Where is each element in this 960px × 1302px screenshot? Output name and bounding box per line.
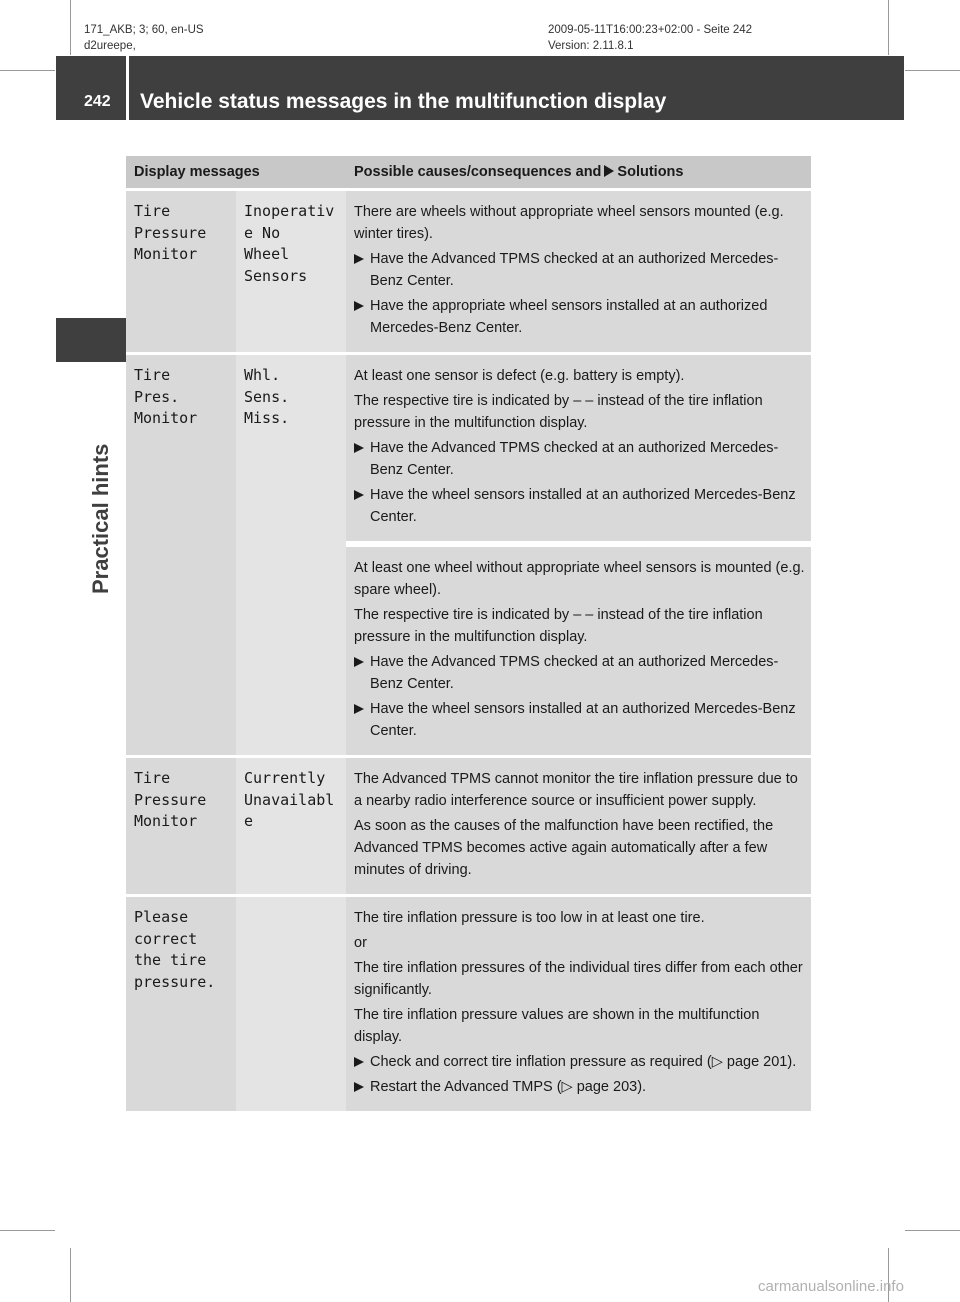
crop-mark	[0, 1230, 55, 1231]
section-label: Practical hints	[88, 443, 113, 594]
crop-mark	[905, 1230, 960, 1231]
cause-text: The respective tire is indicated by – – instead of the tire inflation pressure in the multifunction display.	[354, 393, 763, 431]
status-messages-table	[126, 156, 811, 1111]
solution-step-text: Have the Advanced TPMS checked at an authorized Mercedes-Benz Center.	[370, 654, 779, 692]
arrow-right-icon	[354, 254, 364, 264]
cause-text: The tire inflation pressure is too low in at least one tire.	[354, 910, 705, 926]
solution-step	[354, 295, 805, 339]
cause-text: At least one sensor is defect (e.g. battery is empty).	[354, 368, 685, 384]
solution-step-text: Have the Advanced TPMS checked at an authorized Mercedes-Benz Center.	[370, 251, 779, 289]
print-meta-left-line1: 171_AKB; 3; 60, en-US	[84, 24, 204, 36]
section-tab	[56, 318, 126, 362]
arrow-right-icon	[354, 490, 364, 500]
column-header-solutions	[346, 156, 811, 188]
solutions-cell	[346, 355, 811, 755]
display-message-line1: Please correct the tire pressure.	[126, 897, 236, 1111]
arrow-right-icon	[354, 657, 364, 667]
display-message-line1: Tire Pressure Monitor	[126, 758, 236, 894]
solution-step	[354, 1051, 805, 1073]
solution-step	[354, 484, 805, 528]
cause-text: The respective tire is indicated by – – instead of the tire inflation pressure in the multifunction display.	[354, 607, 763, 645]
arrow-right-icon	[604, 165, 614, 177]
solutions-cell	[346, 758, 811, 894]
arrow-right-icon	[354, 443, 364, 453]
solution-block	[346, 897, 811, 1111]
print-meta-right	[548, 22, 752, 54]
crop-mark	[70, 1248, 71, 1302]
solution-step-text: Check and correct tire inflation pressure as required (▷ page 201).	[370, 1054, 797, 1070]
table-body	[126, 191, 811, 1111]
cause-text: The tire inflation pressures of the individual tires differ from each other significantly.	[354, 960, 803, 998]
display-message-line2: Currently Unavailabl e	[236, 758, 346, 894]
column-header-display-messages	[126, 156, 346, 188]
solution-step	[354, 1076, 805, 1098]
crop-mark	[0, 70, 55, 71]
header-divider	[126, 56, 129, 120]
table-row	[126, 191, 811, 352]
solution-step	[354, 437, 805, 481]
cause-text: or	[354, 935, 367, 951]
solution-block	[346, 355, 811, 541]
print-meta-left-line2: d2ureepe,	[84, 40, 136, 52]
arrow-right-icon	[354, 704, 364, 714]
solution-step-text: Restart the Advanced TMPS (▷ page 203).	[370, 1079, 647, 1095]
cause-text: The Advanced TPMS cannot monitor the tire inflation pressure due to a nearby radio interference source or insufficient power supply.	[354, 771, 798, 809]
crop-mark	[70, 0, 71, 55]
display-message-line1: Tire Pres. Monitor	[126, 355, 236, 755]
solutions-cell	[346, 191, 811, 352]
solution-block	[346, 191, 811, 352]
solution-step	[354, 698, 805, 742]
table-row	[126, 758, 811, 894]
display-message-line1: Tire Pressure Monitor	[126, 191, 236, 352]
display-message-line2: Inoperativ e No Wheel Sensors	[236, 191, 346, 352]
arrow-right-icon	[354, 1057, 364, 1067]
arrow-right-icon	[354, 301, 364, 311]
crop-mark	[888, 0, 889, 55]
table-row	[126, 897, 811, 1111]
display-message-line2	[236, 897, 346, 1111]
display-message-line2: Whl. Sens. Miss.	[236, 355, 346, 755]
solution-step-text: Have the appropriate wheel sensors installed at an authorized Mercedes-Benz Center.	[370, 298, 768, 336]
solution-step-text: Have the wheel sensors installed at an authorized Mercedes-Benz Center.	[370, 487, 796, 525]
solution-block	[346, 547, 811, 755]
solution-step-text: Have the Advanced TPMS checked at an authorized Mercedes-Benz Center.	[370, 440, 779, 478]
cause-text: As soon as the causes of the malfunction have been rectified, the Advanced TPMS becomes active again automatically after a few minutes of driving.	[354, 818, 774, 878]
table-header-row	[126, 156, 811, 191]
table-row	[126, 355, 811, 755]
page-number: 242	[84, 93, 111, 110]
solution-step	[354, 248, 805, 292]
column-header-solutions-suffix: Solutions	[617, 164, 684, 180]
column-header-display-label: Display messages	[134, 164, 260, 180]
print-meta-right-line1: 2009-05-11T16:00:23+02:00 - Seite 242	[548, 24, 753, 36]
solution-step-text: Have the wheel sensors installed at an authorized Mercedes-Benz Center.	[370, 701, 796, 739]
cause-text: There are wheels without appropriate wheel sensors mounted (e.g. winter tires).	[354, 204, 784, 242]
solution-step	[354, 651, 805, 695]
page-title: Vehicle status messages in the multifunction display	[140, 90, 667, 113]
crop-mark	[905, 70, 960, 71]
cause-text: At least one wheel without appropriate wheel sensors is mounted (e.g. spare wheel).	[354, 560, 805, 598]
print-meta-right-line2: Version: 2.11.8.1	[548, 40, 634, 52]
solutions-cell	[346, 897, 811, 1111]
watermark: carmanualsonline.info	[758, 1278, 904, 1295]
cause-text: The tire inflation pressure values are shown in the multifunction display.	[354, 1007, 760, 1045]
arrow-right-icon	[354, 1082, 364, 1092]
print-meta-left	[84, 22, 204, 54]
solution-block	[346, 758, 811, 894]
column-header-solutions-prefix: Possible causes/consequences and	[354, 164, 602, 180]
